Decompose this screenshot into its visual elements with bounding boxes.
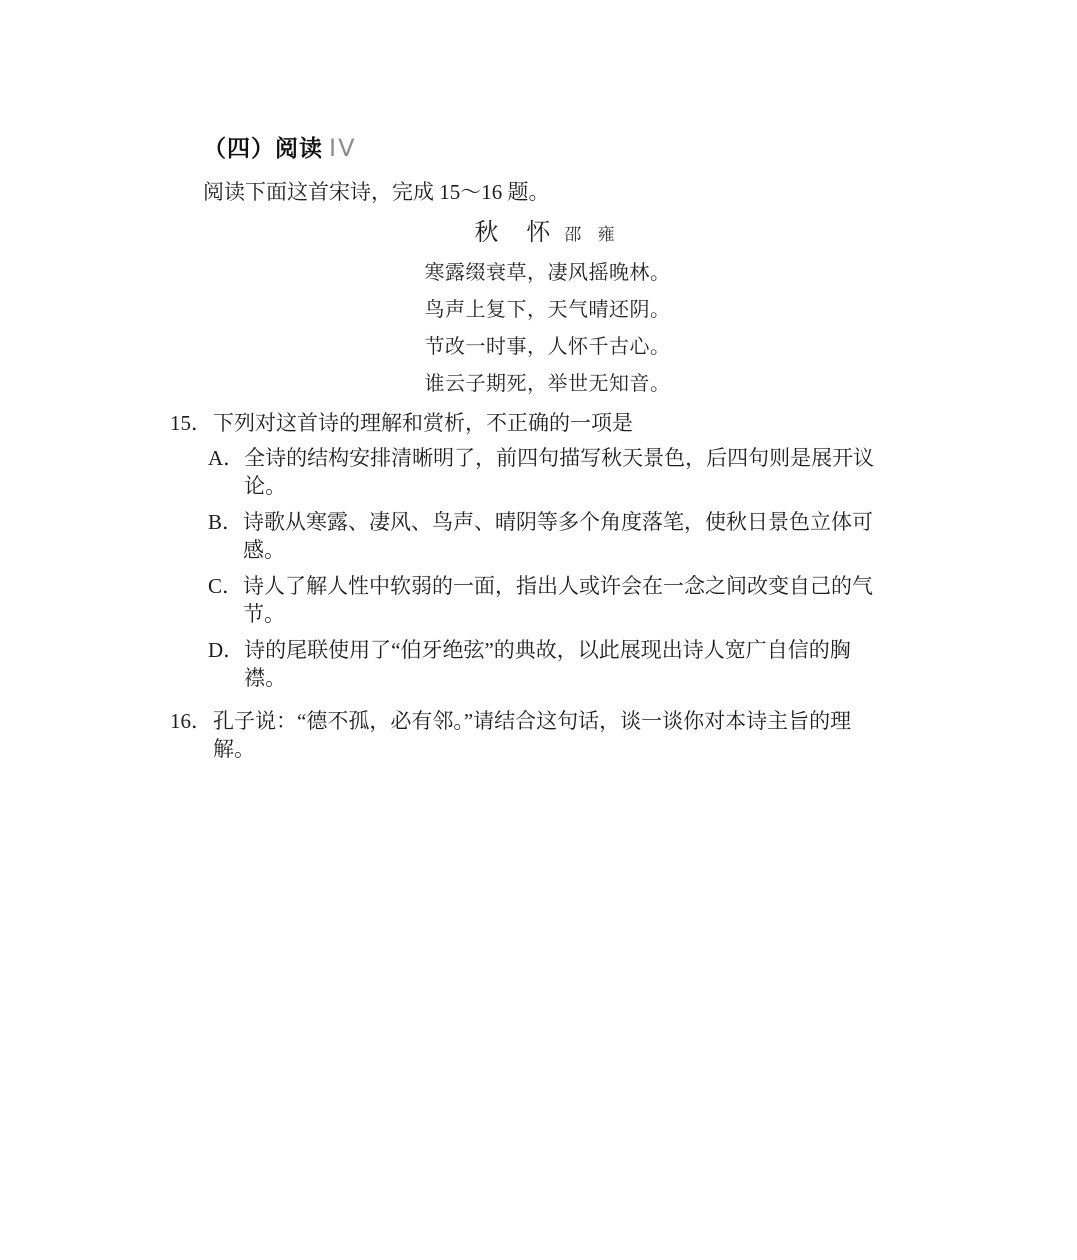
option-a (208, 444, 880, 500)
option-c-text: 诗人了解人性中软弱的一面，指出人或许会在一念之间改变自己的气节。 (243, 574, 874, 626)
poem-line-4: 谁云子期死，举世无知音。 (424, 373, 671, 395)
reading-instruction: 阅读下面这首宋诗，完成 15～16 题。 (203, 180, 550, 204)
section-heading (203, 133, 880, 164)
poem-title: 秋 怀 (474, 220, 553, 246)
option-a-text: 全诗的结构安排清晰明了，前四句描写秋天景色，后四句则是展开议论。 (244, 446, 875, 498)
question-15 (170, 409, 880, 437)
poem-title-line (215, 218, 880, 250)
question-16-number: 16． (170, 709, 212, 733)
option-d (208, 636, 880, 692)
question-15-text: 下列对这首诗的理解和赏析，不正确的一项是 (213, 411, 633, 435)
section-heading-title: （四）阅读 (203, 136, 323, 162)
poem-line-3: 节改一时事，人怀千古心。 (424, 336, 671, 358)
poem-author: 邵 雍 (564, 225, 621, 244)
option-b-text: 诗歌从寒露、凄风、鸟声、晴阴等多个角度落笔，使秋日景色立体可感。 (243, 510, 874, 562)
section-roman-numeral: IV (329, 134, 357, 162)
question-16-text: 孔子说：“德不孤，必有邻。”请结合这句话，谈一谈你对本诗主旨的理解。 (213, 709, 852, 761)
option-b-label: B． (208, 510, 244, 534)
poem-line-1: 寒露缀衰草，凄风摇晚林。 (424, 262, 671, 284)
exam-content-column (170, 133, 880, 763)
option-a-label: A． (208, 446, 245, 470)
option-d-text: 诗的尾联使用了“伯牙绝弦”的典故，以此展现出诗人宽广自信的胸襟。 (244, 638, 851, 690)
option-c (208, 572, 880, 628)
option-c-label: C． (208, 574, 244, 598)
question-15-number: 15． (170, 411, 212, 435)
option-d-label: D． (208, 638, 245, 662)
poem-block (170, 218, 880, 398)
poem-line-2: 鸟声上复下，天气晴还阴。 (424, 299, 671, 321)
option-b (208, 508, 880, 564)
question-15-options (208, 444, 880, 692)
question-16 (170, 707, 880, 763)
